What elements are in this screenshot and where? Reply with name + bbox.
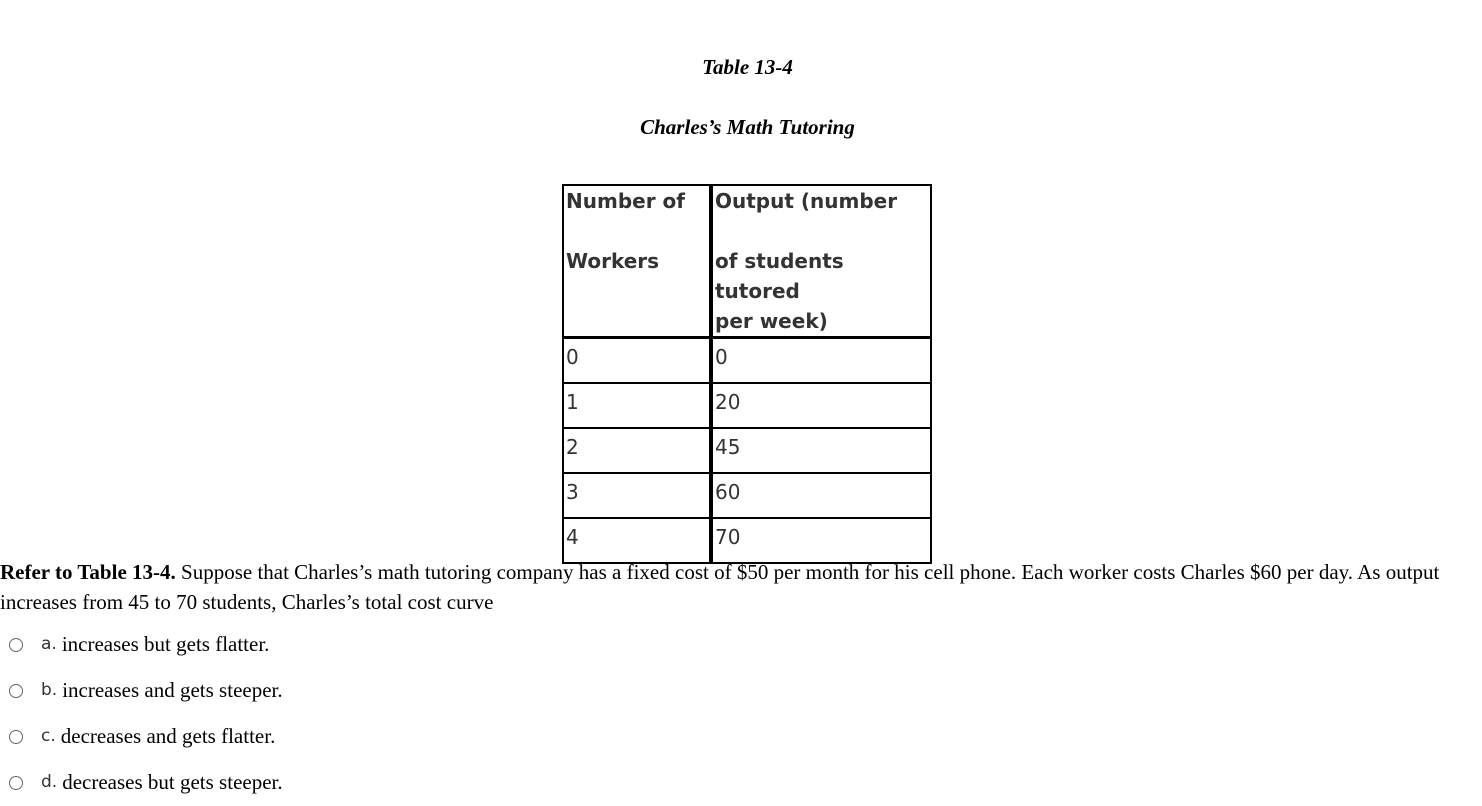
- option-letter: c.: [41, 726, 56, 746]
- option-label[interactable]: increases and gets steeper.: [62, 678, 283, 702]
- header-output-line2: of students tutored: [715, 249, 844, 303]
- header-workers-line2: Workers: [566, 249, 660, 273]
- cell-output: 60: [711, 473, 931, 518]
- option-a[interactable]: [0, 630, 283, 676]
- cell-output: 20: [711, 383, 931, 428]
- cell-workers: 3: [563, 473, 711, 518]
- question-body: Suppose that Charles’s math tutoring company has a fixed cost of $50 per month for his cell phone. Each worker costs Charles $60 per day. As output increases from 45 to 70 students, Charles’s total cost curve: [0, 560, 1440, 614]
- radio-button-a[interactable]: [9, 638, 23, 652]
- data-table: [562, 184, 932, 564]
- cell-output: 0: [711, 338, 931, 384]
- table-title: Table 13-4: [702, 55, 793, 79]
- header-output-line3: per week): [715, 309, 828, 333]
- option-d[interactable]: [0, 768, 283, 806]
- option-letter: a.: [41, 634, 57, 654]
- header-workers-line1: Number of: [566, 189, 685, 213]
- radio-button-b[interactable]: [9, 684, 23, 698]
- option-letter: b.: [41, 680, 58, 700]
- option-b[interactable]: [0, 676, 283, 722]
- table-row: [563, 338, 931, 384]
- cell-output: 45: [711, 428, 931, 473]
- cell-output: 70: [711, 518, 931, 563]
- cell-workers: 2: [563, 428, 711, 473]
- radio-button-d[interactable]: [9, 776, 23, 790]
- option-c[interactable]: [0, 722, 283, 768]
- cell-workers: 4: [563, 518, 711, 563]
- cell-workers: 1: [563, 383, 711, 428]
- option-label[interactable]: increases but gets flatter.: [61, 632, 270, 656]
- table-row: [563, 383, 931, 428]
- answer-options: [0, 630, 283, 806]
- radio-button-c[interactable]: [9, 730, 23, 744]
- header-output: [711, 185, 931, 338]
- table-row: [563, 473, 931, 518]
- question-reference: Refer to Table 13-4.: [0, 560, 176, 584]
- option-letter: d.: [41, 772, 58, 792]
- question-text: [0, 557, 1475, 617]
- table-subtitle: Charles’s Math Tutoring: [640, 115, 855, 139]
- option-label[interactable]: decreases but gets steeper.: [62, 770, 283, 794]
- table-header-row: [563, 185, 931, 338]
- header-workers: [563, 185, 711, 338]
- option-label[interactable]: decreases and gets flatter.: [60, 724, 276, 748]
- table-row: [563, 428, 931, 473]
- cell-workers: 0: [563, 338, 711, 384]
- header-output-line1: Output (number: [715, 189, 898, 213]
